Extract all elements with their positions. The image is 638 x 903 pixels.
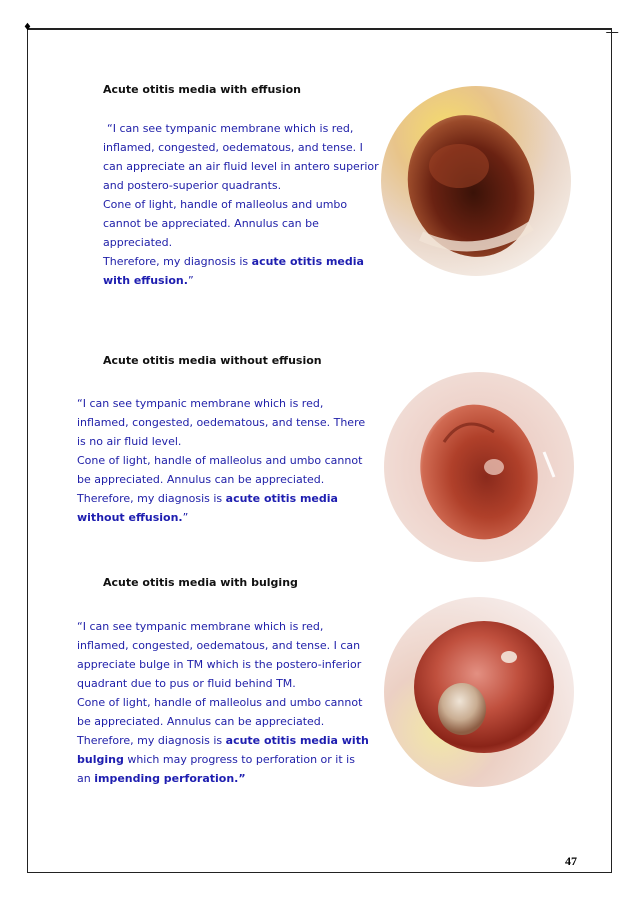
- text-line: inflamed, congested, oedematous, and tense. There: [77, 416, 366, 429]
- text-line: appreciated.: [103, 236, 173, 249]
- diagnosis-bold: bulging: [77, 753, 124, 766]
- text-line: Cone of light, handle of malleolus and umbo cannot: [77, 696, 363, 709]
- description-without-effusion: [77, 394, 365, 527]
- description-effusion: [103, 119, 379, 290]
- otoscope-image-effusion: [381, 86, 571, 276]
- diagnosis-line: Therefore, my diagnosis is acute otitis media with: [77, 734, 369, 747]
- text-line: inflamed, congested, oedematous, and tense. I can: [77, 639, 361, 652]
- diagnosis-bold: acute otitis media: [251, 255, 364, 268]
- text-line: Cone of light, handle of malleolus and umbo: [103, 198, 348, 211]
- section-heading-without-effusion: Acute otitis media without effusion: [103, 354, 322, 367]
- diagnosis-line: an impending perforation.”: [77, 772, 246, 785]
- diagnosis-bold: acute otitis media with: [225, 734, 369, 747]
- diagnosis-line: without effusion.”: [77, 511, 189, 524]
- diagnosis-bold: with effusion.: [103, 274, 188, 287]
- corner-diamond-icon: ♦: [23, 22, 32, 33]
- text-line: and postero-superior quadrants.: [103, 179, 282, 192]
- diagnosis-line: Therefore, my diagnosis is acute otitis media: [103, 255, 364, 268]
- section-heading-effusion: Acute otitis media with effusion: [103, 83, 301, 96]
- text-line: be appreciated. Annulus can be appreciated.: [77, 473, 325, 486]
- text-line: can appreciate an air fluid level in antero superior: [103, 160, 379, 173]
- page-number: 47: [565, 854, 577, 868]
- diagnosis-bold: without effusion.: [77, 511, 183, 524]
- text-line: is no air fluid level.: [77, 435, 182, 448]
- description-bulging: [77, 617, 369, 788]
- diagnosis-line: Therefore, my diagnosis is acute otitis media: [77, 492, 338, 505]
- text-line: “I can see tympanic membrane which is red,: [107, 122, 354, 135]
- text-line: “I can see tympanic membrane which is red,: [77, 397, 324, 410]
- text-line: Cone of light, handle of malleolus and umbo cannot: [77, 454, 363, 467]
- text-line: cannot be appreciated. Annulus can be: [103, 217, 319, 230]
- text-line: inflamed, congested, oedematous, and tense. I: [103, 141, 363, 154]
- text-line: quadrant due to pus or fluid behind TM.: [77, 677, 296, 690]
- diagnosis-line: with effusion.”: [103, 274, 194, 287]
- text-line: appreciate bulge in TM which is the postero-inferior: [77, 658, 362, 671]
- otoscope-image-bulging: [384, 597, 574, 787]
- diagnosis-line: bulging which may progress to perforation or it is: [77, 753, 355, 766]
- text-line: “I can see tympanic membrane which is red,: [77, 620, 324, 633]
- text-line: be appreciated. Annulus can be appreciated.: [77, 715, 325, 728]
- diagnosis-bold: impending perforation.”: [94, 772, 246, 785]
- section-heading-bulging: Acute otitis media with bulging: [103, 576, 298, 589]
- otoscope-image-without-effusion: [384, 372, 574, 562]
- diagnosis-bold: acute otitis media: [225, 492, 338, 505]
